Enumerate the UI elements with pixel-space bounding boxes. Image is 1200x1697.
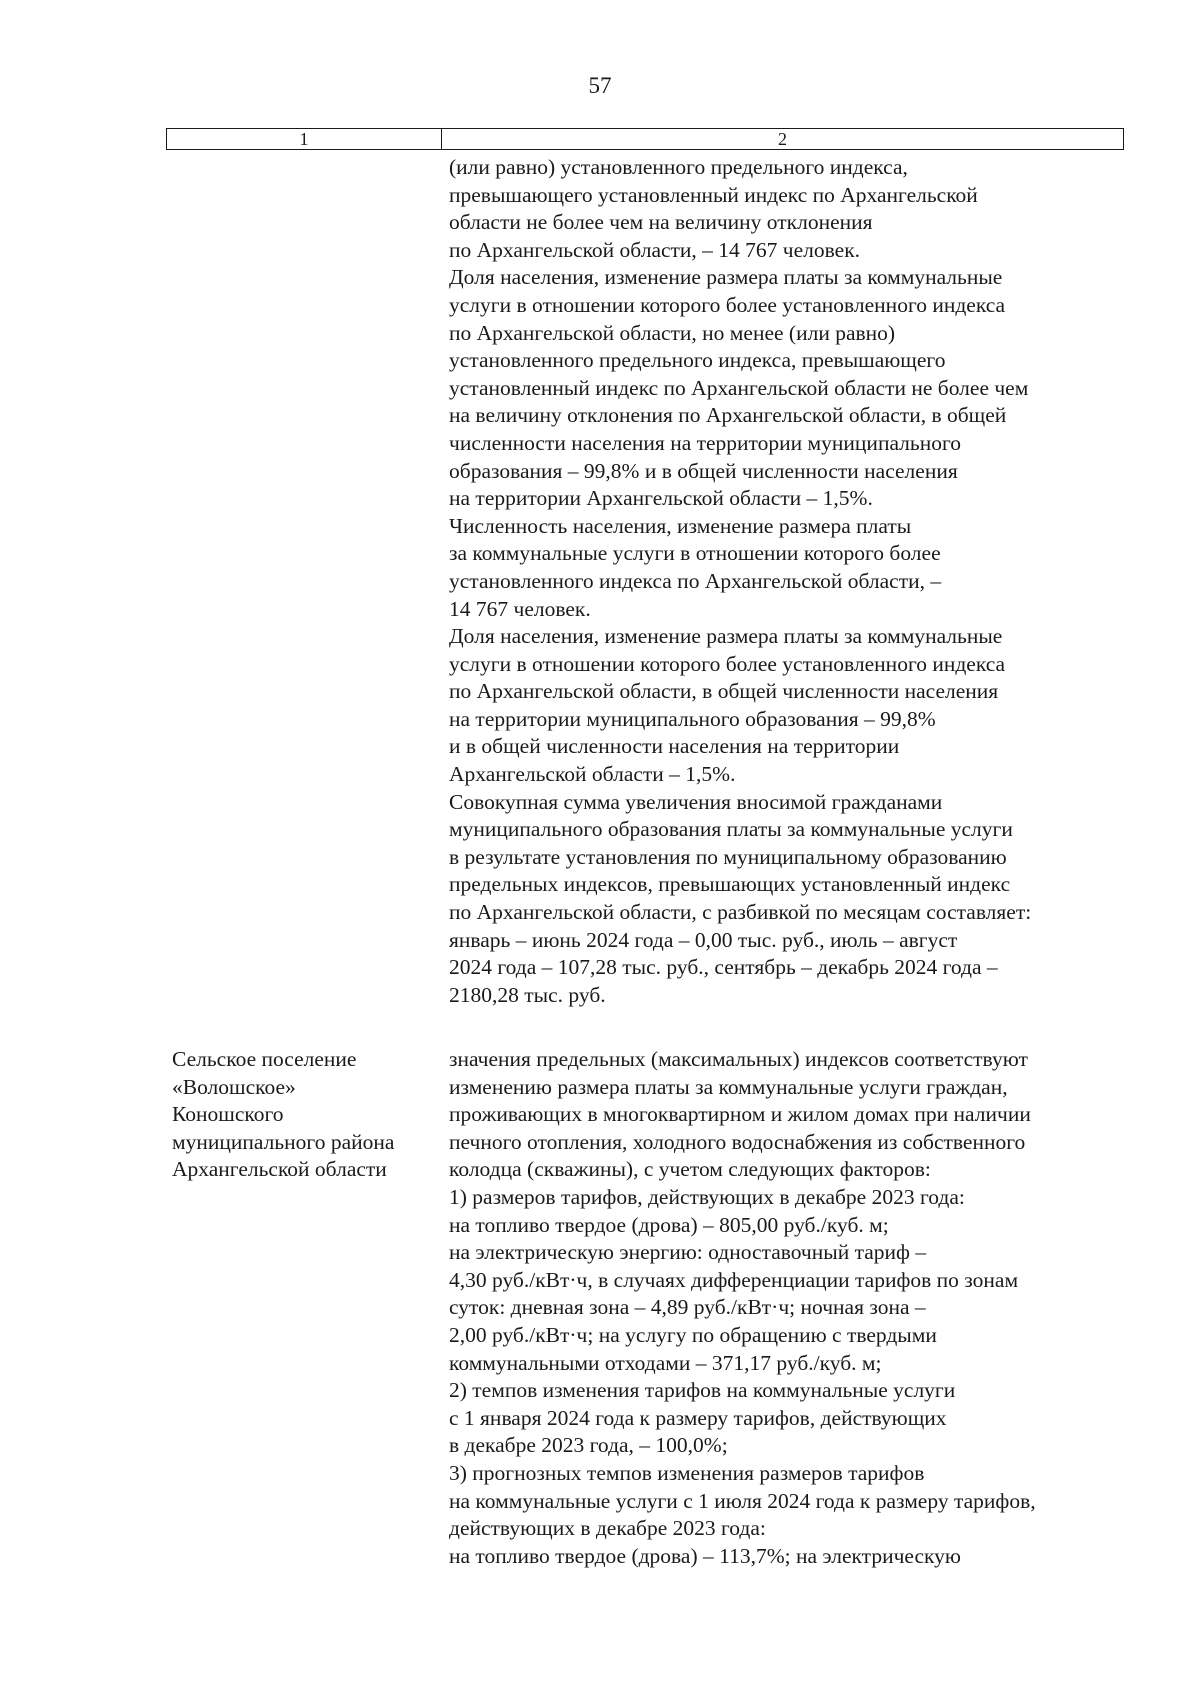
text-line: превышающего установленный индекс по Архангельской <box>449 182 978 207</box>
text-line: на территории муниципального образования – 99,8% <box>449 706 936 731</box>
municipality-name-line: Сельское поселение <box>172 1047 357 1071</box>
municipality-name-line: «Волошское» <box>172 1074 296 1099</box>
text-line: суток: дневная зона – 4,89 руб./кВт·ч; ночная зона – <box>449 1295 926 1320</box>
text-line: предельных индексов, превышающих установленный индекс <box>449 872 1011 897</box>
text-line: Доля населения, изменение размера платы за коммунальные <box>449 265 1003 290</box>
table-header-col-2: 2 <box>778 129 787 149</box>
text-line: изменению размера платы за коммунальные услуги граждан, <box>449 1074 1008 1099</box>
table-header-row <box>166 128 1124 150</box>
municipality-name-line: Коношского <box>172 1102 284 1127</box>
text-line: услуги в отношении которого более установленного индекса <box>449 292 1006 317</box>
text-line: 2180,28 тыс. руб. <box>449 982 606 1007</box>
text-line: по Архангельской области, но менее (или равно) <box>449 320 896 345</box>
page-number: 57 <box>588 73 612 98</box>
text-line: проживающих в многоквартирном и жилом домах при наличии <box>449 1102 1031 1127</box>
text-line: на электрическую энергию: одноставочный тариф – <box>449 1240 927 1265</box>
municipality-name <box>172 1046 442 1184</box>
continuation-text-block <box>449 154 1129 1009</box>
text-line: по Архангельской области, – 14 767 человек. <box>449 237 861 262</box>
text-line: установленного предельного индекса, превышающего <box>449 348 946 373</box>
text-line: январь – июнь 2024 года – 0,00 тыс. руб., июль – август <box>449 927 958 952</box>
text-line: на топливо твердое (дрова) – 805,00 руб./куб. м; <box>449 1212 889 1237</box>
text-line: 2) темпов изменения тарифов на коммунальные услуги <box>449 1378 956 1403</box>
text-line: 2,00 руб./кВт·ч; на услугу по обращению с твердыми <box>449 1322 937 1347</box>
text-line: Архангельской области – 1,5%. <box>449 762 736 787</box>
text-line: и в общей численности населения на территории <box>449 734 900 759</box>
text-line: на топливо твердое (дрова) – 113,7%; на электрическую <box>449 1543 961 1568</box>
municipality-name-line: Архангельской области <box>172 1157 387 1182</box>
text-line: за коммунальные услуги в отношении которого более <box>449 541 941 566</box>
text-line: в результате установления по муниципальному образованию <box>449 844 1007 869</box>
text-line: муниципального образования платы за коммунальные услуги <box>449 817 1013 842</box>
text-line: Совокупная сумма увеличения вносимой гражданами <box>449 789 943 814</box>
text-line: численности населения на территории муниципального <box>449 430 962 455</box>
text-line: значения предельных (максимальных) индексов соответствуют <box>449 1047 1028 1071</box>
text-line: по Архангельской области, с разбивкой по месяцам составляет: <box>449 900 1032 925</box>
text-line: на величину отклонения по Архангельской области, в общей <box>449 403 1007 428</box>
text-line: на коммунальные услуги с 1 июля 2024 года к размеру тарифов, <box>449 1488 1036 1513</box>
text-line: области не более чем на величину отклонения <box>449 210 873 235</box>
text-line: в декабре 2023 года, – 100,0%; <box>449 1433 728 1458</box>
text-line: действующих в декабре 2023 года: <box>449 1516 766 1541</box>
text-line: услуги в отношении которого более установленного индекса <box>449 651 1006 676</box>
text-line: установленного индекса по Архангельской области, – <box>449 568 942 593</box>
text-line: на территории Архангельской области – 1,5%. <box>449 486 873 511</box>
text-line: образования – 99,8% и в общей численности населения <box>449 458 958 483</box>
text-line: колодца (скважины), с учетом следующих факторов: <box>449 1157 931 1182</box>
text-line: установленный индекс по Архангельской области не более чем <box>449 375 1029 400</box>
text-line: Доля населения, изменение размера платы за коммунальные <box>449 624 1003 649</box>
text-line: 4,30 руб./кВт·ч, в случаях дифференциации тарифов по зонам <box>449 1267 1019 1292</box>
text-line: 14 767 человек. <box>449 596 591 621</box>
municipality-description <box>449 1046 1129 1570</box>
text-line: 3) прогнозных темпов изменения размеров тарифов <box>449 1460 925 1485</box>
text-line: (или равно) установленного предельного индекса, <box>449 155 908 179</box>
text-line: по Архангельской области, в общей численности населения <box>449 679 999 704</box>
text-line: Численность населения, изменение размера платы <box>449 513 912 538</box>
text-line: печного отопления, холодного водоснабжения из собственного <box>449 1129 1026 1154</box>
table-header-col-1: 1 <box>167 129 442 149</box>
text-line: коммунальными отходами – 371,17 руб./куб. м; <box>449 1350 882 1375</box>
text-line: 2024 года – 107,28 тыс. руб., сентябрь – декабрь 2024 года – <box>449 955 998 980</box>
text-line: с 1 января 2024 года к размеру тарифов, действующих <box>449 1405 947 1430</box>
text-line: 1) размеров тарифов, действующих в декабре 2023 года: <box>449 1184 965 1209</box>
municipality-name-line: муниципального района <box>172 1129 395 1154</box>
